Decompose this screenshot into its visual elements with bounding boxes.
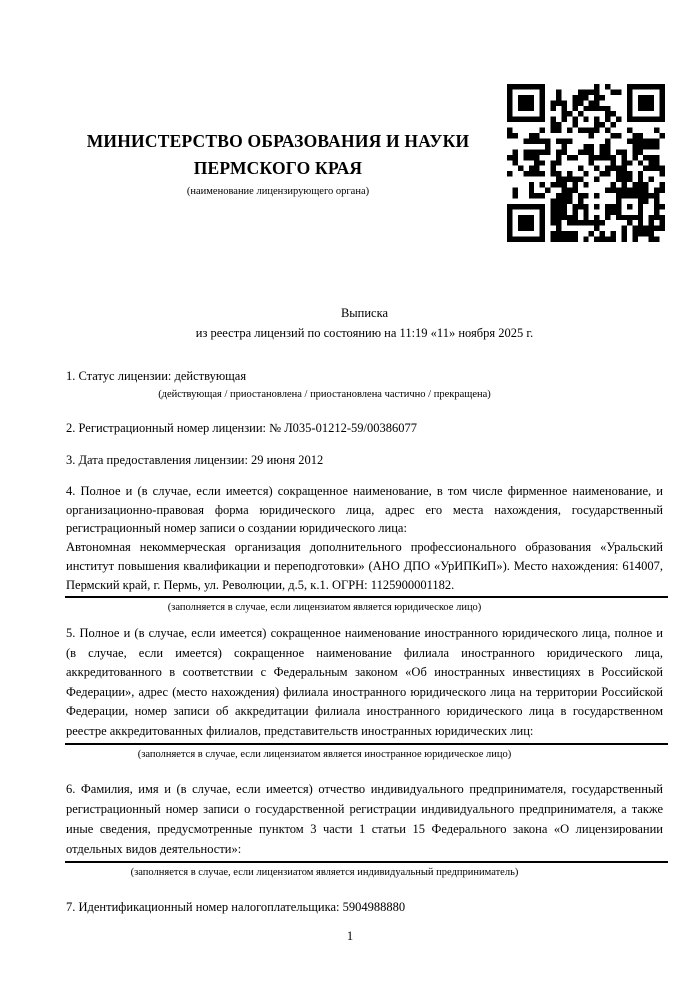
field-underline (65, 743, 668, 745)
document-title-line2: из реестра лицензий по состоянию на 11:19 «11» ноября 2025 г. (195, 326, 534, 340)
field-individual-entrepreneur-label: 6. Фамилия, имя и (в случае, если имеется) отчество индивидуального предпринимателя, государственный регистрационный номер записи о государственной регистрации индивидуального предпринимателя, а также иные сведения, предусмотренные пунктом 3 части 1 статьи 15 Федерального закона «О лицензировании отдельных видов деятельности»: (66, 782, 663, 856)
field-foreign-entity (66, 624, 663, 761)
document-title-line1: Выписка (340, 306, 389, 320)
field-taxpayer-number (66, 899, 663, 916)
licensing-authority (66, 128, 490, 198)
document-title (66, 303, 663, 343)
page-number: 1 (346, 929, 354, 943)
field-individual-entrepreneur-caption: (заполняется в случае, если лицензиатом является индивидуальный предприниматель) (130, 867, 519, 878)
ministry-name-line2: ПЕРМСКОГО КРАЯ (193, 158, 363, 178)
field-license-date (66, 452, 663, 469)
field-legal-entity-value: Автономная некоммерческая организация дополнительного профессионального образования «Уральский институт повышения квалификации и переподготовки» (АНО ДПО «УрИПКиП»). Место нахождения: 614007, Пермский край, г. Пермь, ул. Революции, д.5, к.1. ОГРН: 1125900001182. (66, 540, 663, 592)
ministry-caption: (наименование лицензирующего органа) (186, 186, 370, 197)
field-underline (65, 596, 668, 598)
field-license-date-text: 3. Дата предоставления лицензии: 29 июня 2012 (66, 453, 324, 467)
field-individual-entrepreneur (66, 779, 663, 879)
field-legal-entity-label: 4. Полное и (в случае, если имеется) сокращенное наименование, в том числе фирменное наименование, и организационно-правовая форма юридического лица, адрес его места нахождения, государственный регистрационный номер записи о создании юридического лица: (66, 484, 663, 536)
field-license-status-caption: (действующая / приостановлена / приостановлена частично / прекращена) (158, 389, 491, 400)
field-foreign-entity-label: 5. Полное и (в случае, если имеется) сокращенное наименование иностранного юридического лица, полное и (в случае, если имеется) сокращенное наименование филиала иностранного юридического лица, аккредитованного в соответствии с Федеральным законом «Об иностранных инвестициях в Российской Федерации», адрес (место нахождения) филиала иностранного юридического лица на территории Российской Федерации, номер записи об аккредитации филиала иностранного юридического лица в государственном реестре аккредитованных филиалов, представительств иностранных юридических лиц: (66, 626, 663, 738)
qr-code-icon (507, 84, 665, 242)
document-header (66, 84, 665, 242)
field-registration-number (66, 420, 663, 437)
field-legal-entity-caption: (заполняется в случае, если лицензиатом является юридическое лицо) (167, 602, 482, 614)
field-license-status-text: 1. Статус лицензии: действующая (66, 369, 247, 383)
field-underline (65, 861, 668, 863)
field-taxpayer-number-text: 7. Идентификационный номер налогоплательщика: 5904988880 (66, 900, 406, 914)
field-legal-entity (66, 482, 663, 614)
ministry-name-line1: МИНИСТЕРСТВО ОБРАЗОВАНИЯ И НАУКИ (86, 131, 470, 151)
field-foreign-entity-caption: (заполняется в случае, если лицензиатом является иностранное юридическое лицо) (137, 749, 512, 760)
field-license-status (66, 368, 663, 401)
field-registration-number-text: 2. Регистрационный номер лицензии: № Л035-01212-59/00386077 (66, 421, 417, 435)
